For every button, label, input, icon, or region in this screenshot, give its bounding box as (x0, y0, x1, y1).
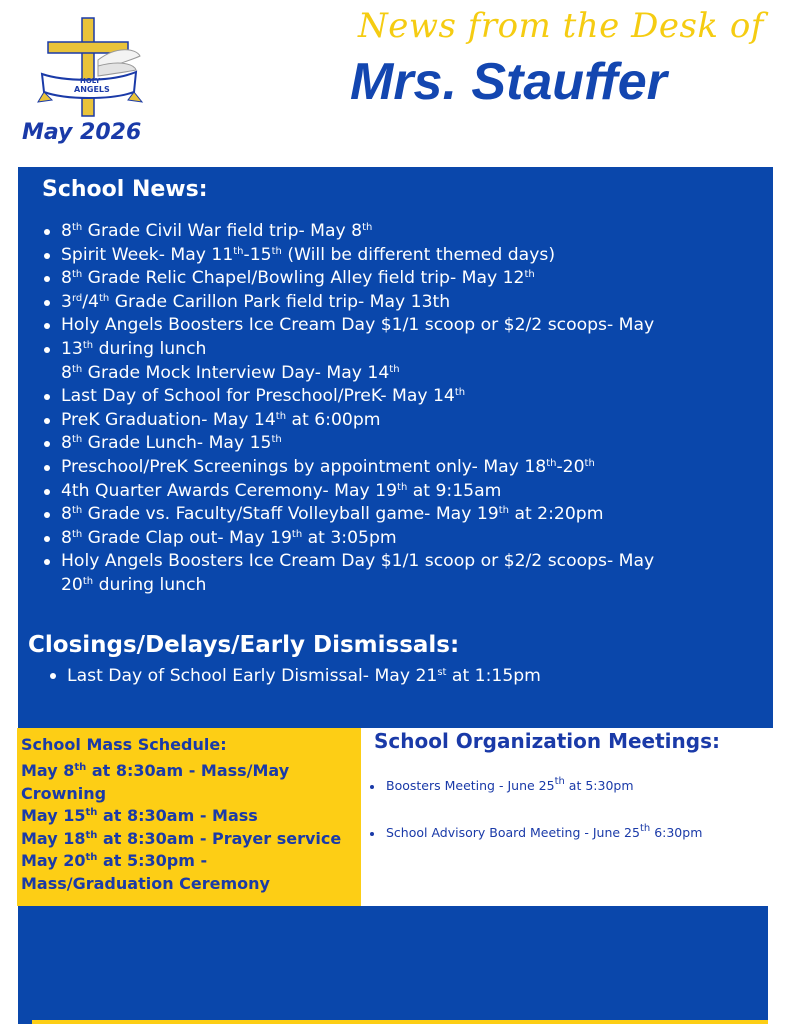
list-item (21, 805, 356, 828)
item-text: during lunch (93, 338, 207, 359)
list-item (21, 828, 356, 851)
bullet-icon (44, 418, 50, 424)
item-pre: 8 (61, 221, 72, 241)
item-text: /4 (82, 291, 99, 312)
item-pre: May 20 (21, 851, 86, 870)
item-pre: 3 (61, 291, 72, 312)
item-sup: th (82, 575, 94, 587)
item-text: Grade vs. Faculty/Staff Volleyball game- May 19 (82, 504, 499, 525)
bullet-icon (50, 673, 56, 679)
item-text: at 8:30am - Prayer service (97, 828, 342, 848)
logo-text: HOLY (80, 77, 101, 85)
footer-panel (18, 906, 768, 1024)
item-text: Grade Clap out- May 19 (82, 527, 292, 548)
list-item (21, 850, 356, 895)
item-sup: th (71, 505, 83, 517)
item-pre: Spirit Week- May 11 (61, 244, 234, 265)
item-post: Grade Carillon Park field trip- May 13th (109, 291, 451, 312)
item-text: Grade Civil War field trip- May 8 (82, 221, 363, 241)
bullet-icon (44, 323, 50, 329)
list-item (21, 760, 356, 805)
mass-schedule-heading: School Mass Schedule: (21, 735, 227, 754)
item-sup: th (397, 481, 408, 493)
item-sup2: th (498, 505, 509, 517)
list-item (44, 338, 764, 362)
footer-accent-line (32, 1020, 768, 1024)
item-sup2: th (271, 245, 282, 257)
list-item (44, 574, 764, 598)
item-text: Grade Mock Interview Day- May 14 (82, 362, 390, 383)
logo-text-angels: ANGELS (74, 85, 110, 94)
item-text: 6:30pm (650, 825, 703, 840)
item-sup2: th (389, 363, 400, 375)
closings-list (50, 664, 541, 688)
item-pre: Last Day of School Early Dismissal- May 21 (67, 666, 438, 686)
org-meetings-list (370, 778, 702, 840)
list-item (44, 362, 764, 386)
item-text: at 8:30am - Mass (97, 806, 258, 825)
item-sup: rd (71, 292, 83, 304)
bullet-icon (44, 536, 50, 542)
issue-month: May 2026 (22, 120, 142, 145)
bullet-icon (44, 253, 50, 259)
item-sup: th (71, 434, 83, 446)
item-pre: 4th Quarter Awards Ceremony- May 19 (61, 480, 398, 501)
bullet-icon (370, 832, 374, 836)
list-item (44, 314, 764, 338)
list-item (44, 432, 764, 456)
item-sup: th (85, 829, 98, 841)
list-item (44, 267, 764, 291)
item-sup: th (85, 807, 98, 818)
item-text: during lunch (93, 574, 207, 595)
list-item (44, 291, 764, 315)
item-sup: th (82, 339, 94, 351)
item-pre: Preschool/PreK Screenings by appointment only- May 18 (61, 456, 547, 477)
bullet-icon (44, 394, 50, 400)
item-sup: th (639, 823, 651, 834)
list-item (370, 778, 702, 793)
item-sup2: th (524, 269, 535, 281)
item-sup: th (554, 776, 565, 787)
item-sup: th (454, 387, 466, 399)
item-text: at 1:15pm (446, 666, 541, 686)
item-pre: School Advisory Board Meeting - June 25 (386, 825, 640, 840)
list-item (44, 456, 764, 480)
item-pre: 13 (61, 338, 83, 359)
item-sup: th (71, 269, 83, 281)
bullet-icon (44, 276, 50, 282)
item-pre: May 8 (21, 761, 75, 780)
bullet-icon (44, 229, 50, 235)
list-item (44, 550, 764, 574)
item-pre: 20 (61, 574, 83, 595)
item-pre: May 15 (21, 806, 86, 825)
closings-heading: Closings/Delays/Early Dismissals: (28, 632, 460, 658)
bullet-icon (44, 465, 50, 471)
list-item (44, 480, 764, 504)
script-title: News from the Desk of (358, 6, 764, 46)
bullet-icon (44, 512, 50, 518)
item-pre: 8 (61, 268, 72, 289)
item-text: at 9:15am (407, 480, 502, 501)
item-post: at 2:20pm (508, 504, 604, 525)
item-sup2: th (584, 457, 595, 469)
bullet-icon (44, 489, 50, 495)
item-sup: th (233, 245, 244, 257)
list-item (44, 409, 764, 433)
item-text: Grade Relic Chapel/Bowling Alley field trip- May 12 (82, 268, 525, 289)
school-news-heading: School News: (42, 177, 208, 202)
item-pre: May 18 (21, 828, 86, 848)
list-item (50, 664, 541, 688)
bullet-icon (44, 559, 50, 565)
holy-angels-cross-logo (36, 16, 146, 120)
item-pre: Boosters Meeting - June 25 (386, 778, 555, 793)
item-pre: 8 (61, 362, 72, 383)
item-sup: th (85, 852, 98, 863)
item-sup2: th (98, 292, 110, 304)
list-item (370, 825, 702, 840)
item-pre: PreK Graduation- May 14 (61, 409, 276, 430)
item-sup2: th (291, 528, 303, 540)
item-text: at 8:30am - Mass/May Crowning (21, 761, 290, 803)
item-sup: th (275, 410, 287, 422)
item-sup: th (546, 457, 557, 469)
school-news-list (44, 220, 764, 598)
org-meetings-heading: School Organization Meetings: (374, 729, 720, 753)
item-text: at 5:30pm - Mass/Graduation Ceremony (21, 851, 270, 893)
item-pre: Holy Angels Boosters Ice Cream Day $1/1 scoop or $2/2 scoops- May (61, 315, 655, 336)
item-sup: th (71, 222, 83, 233)
item-text: -20 (556, 456, 585, 477)
item-text: Grade Lunch- May 15 (82, 433, 272, 454)
page-title: Mrs. Stauffer (350, 53, 667, 111)
list-item (44, 503, 764, 527)
item-text: at 5:30pm (564, 778, 634, 793)
item-sup2: th (271, 434, 282, 446)
item-sup: st (437, 667, 447, 678)
item-pre: Last Day of School for Preschool/PreK- May 14 (61, 386, 455, 407)
bullet-icon (370, 785, 374, 789)
item-sup: th (74, 762, 87, 773)
item-sup: th (71, 363, 83, 375)
list-item (44, 244, 764, 268)
bullet-icon (44, 300, 50, 306)
bullet-icon (44, 441, 50, 447)
list-item (44, 220, 764, 244)
item-pre: 8 (61, 527, 72, 548)
item-pre: 8 (61, 433, 72, 454)
item-text: -15 (243, 244, 272, 265)
mass-schedule-list (21, 760, 356, 895)
item-pre: Holy Angels Boosters Ice Cream Day $1/1 scoop or $2/2 scoops- May (61, 551, 655, 572)
item-post: (Will be different themed days) (281, 244, 556, 265)
item-text: at 6:00pm (286, 409, 381, 430)
item-pre: 8 (61, 504, 72, 525)
list-item (44, 527, 764, 551)
list-item (44, 385, 764, 409)
item-post: at 3:05pm (302, 527, 397, 548)
item-sup: th (71, 528, 83, 540)
item-sup2: th (362, 222, 373, 233)
bullet-icon (44, 347, 50, 353)
